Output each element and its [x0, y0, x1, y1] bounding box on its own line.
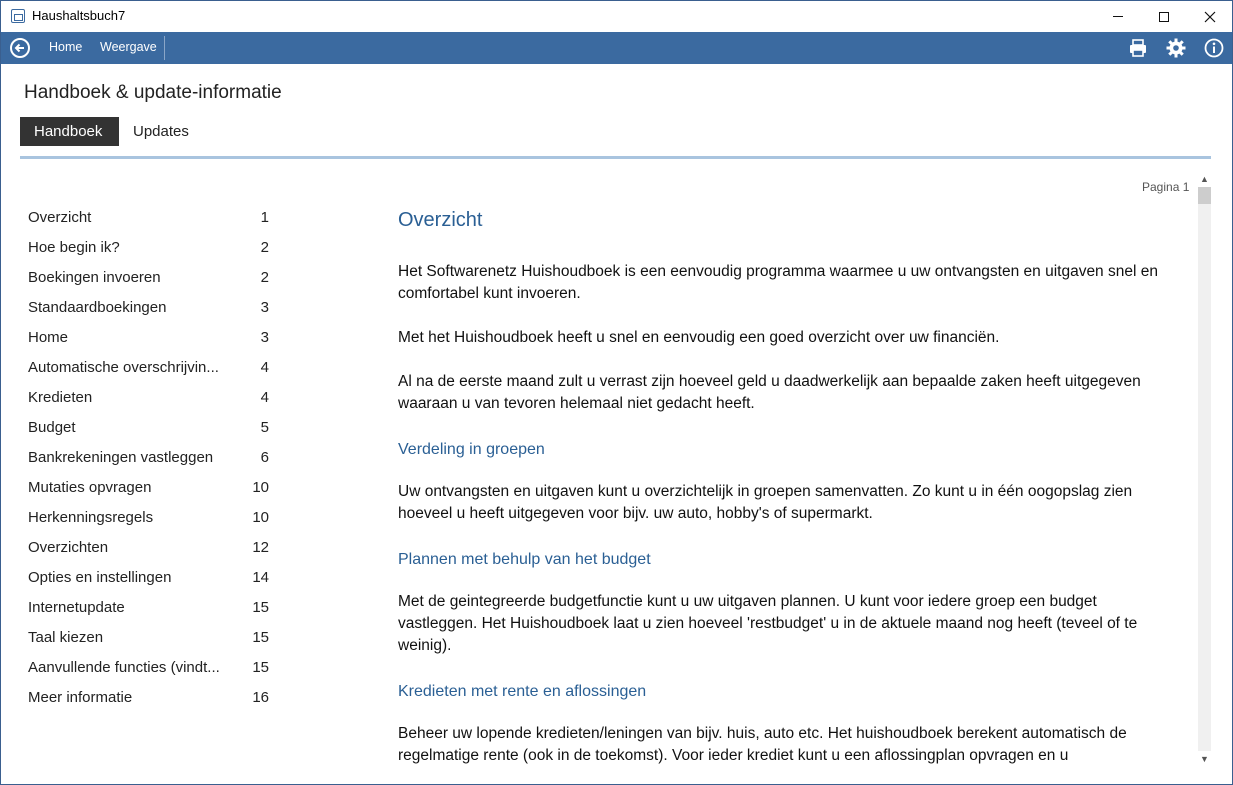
toc-item-internetupdate[interactable]: [28, 593, 273, 623]
toc-item-page: 10: [252, 479, 269, 496]
toc-item-label: Taal kiezen: [28, 629, 104, 646]
back-arrow-icon: [14, 42, 26, 54]
view-menu-item[interactable]: Weergave: [100, 40, 157, 54]
scroll-track[interactable]: [1198, 187, 1211, 751]
toc-item-label: Automatische overschrijvin...: [28, 359, 219, 376]
page-title: Handboek & update-informatie: [24, 82, 282, 103]
toc-item-label: Mutaties opvragen: [28, 479, 152, 496]
tab-underline: [20, 156, 1211, 159]
back-button[interactable]: [10, 38, 30, 58]
toc-item-mutaties-opvragen[interactable]: [28, 473, 273, 503]
toc-item-label: Internetupdate: [28, 599, 125, 616]
toc-item-label: Herkenningsregels: [28, 509, 154, 526]
title-bar: [1, 1, 1232, 32]
paragraph: Beheer uw lopende kredieten/leningen van bijv. huis, auto etc. Het huishoudboek berekent automatisch de regelmatige rente (ook in de toekomst). Voor ieder krediet kunt u een aflossingplan opvragen en u: [398, 725, 1127, 764]
toc-item-overzichten[interactable]: [28, 533, 273, 563]
gear-icon: [1166, 38, 1186, 58]
chevron-up-icon: ▲: [1200, 174, 1209, 184]
toc-item-page: 3: [260, 329, 269, 346]
toc-item-taal-kiezen[interactable]: [28, 623, 273, 653]
scroll-up-button[interactable]: [1196, 171, 1213, 187]
subsection-heading: Verdeling in groepen: [398, 441, 545, 458]
toolbar: [1, 32, 1232, 64]
paragraph: Met het Huishoudboek heeft u snel en eenvoudig een goed overzicht over uw financiën.: [398, 329, 1000, 346]
toc-item-page: 2: [260, 239, 269, 256]
toc-item-meer-informatie[interactable]: [28, 683, 273, 713]
toc-item-aanvullende-functies[interactable]: [28, 653, 273, 683]
window-title: Haushaltsbuch7: [32, 8, 126, 23]
toc-item-standaardboekingen[interactable]: [28, 293, 273, 323]
toc-item-page: 14: [252, 569, 269, 586]
toc-item-label: Hoe begin ik?: [28, 239, 120, 256]
maximize-button[interactable]: [1141, 1, 1187, 32]
toc-item-page: 15: [252, 599, 269, 616]
paragraph: Uw ontvangsten en uitgaven kunt u overzichtelijk in groepen samenvatten. Zo kunt u in één oogopslag zien hoeveel u heeft uitgegeven voor bijv. uw auto, hobby's of supermarkt.: [398, 483, 1133, 522]
toc-item-label: Overzicht: [28, 209, 92, 226]
paragraph: Al na de eerste maand zult u verrast zijn hoeveel geld u daadwerkelijk aan bepaalde zaken heeft uitgegeven waaraan u van tevoren helemaal niet gedacht heeft.: [398, 373, 1141, 412]
toc-item-page: 10: [252, 509, 269, 526]
paragraph: Het Softwarenetz Huishoudboek is een eenvoudig programma waarmee u uw ontvangsten en uitgaven snel en comfortabel kunt invoeren.: [398, 263, 1158, 302]
page-indicator: Pagina 1: [1142, 180, 1190, 194]
chevron-down-icon: ▼: [1200, 754, 1209, 764]
toc-item-budget[interactable]: [28, 413, 273, 443]
table-of-contents: [28, 203, 273, 713]
toc-item-page: 1: [260, 209, 269, 226]
toc-item-automatische-overschrijvingen[interactable]: [28, 353, 273, 383]
toc-item-opties-en-instellingen[interactable]: [28, 563, 273, 593]
toc-item-hoe-begin-ik[interactable]: [28, 233, 273, 263]
toc-item-label: Home: [28, 329, 69, 346]
toc-item-herkenningsregels[interactable]: [28, 503, 273, 533]
toc-item-page: 4: [260, 359, 269, 376]
paragraph: Met de geintegreerde budgetfunctie kunt u uw uitgaven plannen. U kunt voor iedere groep een budget vastleggen. Het Huishoudboek laat u zien hoeveel 'restbudget' u in de aktuele maand nog heeft (teveel of te weinig).: [398, 593, 1138, 654]
printer-icon: [1128, 38, 1148, 58]
toc-item-boekingen-invoeren[interactable]: [28, 263, 273, 293]
toc-item-kredieten[interactable]: [28, 383, 273, 413]
toolbar-divider: [164, 36, 165, 60]
subsection-heading: Kredieten met rente en aflossingen: [398, 683, 647, 700]
maximize-icon: [1159, 12, 1169, 22]
toc-item-page: 3: [260, 299, 269, 316]
toc-item-page: 12: [252, 539, 269, 556]
toc-item-page: 4: [260, 389, 269, 406]
toc-item-page: 15: [252, 629, 269, 646]
minimize-icon: [1113, 16, 1123, 17]
toc-item-label: Meer informatie: [28, 689, 133, 706]
print-button[interactable]: [1128, 38, 1148, 58]
section-heading: Overzicht: [398, 209, 483, 231]
toc-item-page: 6: [260, 449, 269, 466]
toc-item-overzicht[interactable]: [28, 203, 273, 233]
toc-item-bankrekeningen[interactable]: [28, 443, 273, 473]
toc-item-label: Boekingen invoeren: [28, 269, 161, 286]
toc-item-label: Budget: [28, 419, 76, 436]
toc-item-label: Opties en instellingen: [28, 569, 172, 586]
close-button[interactable]: [1187, 1, 1233, 32]
toc-item-label: Aanvullende functies (vindt...: [28, 659, 220, 676]
info-icon: [1204, 38, 1224, 58]
toc-item-page: 2: [260, 269, 269, 286]
app-logo-icon: [11, 9, 25, 23]
toc-item-page: 15: [252, 659, 269, 676]
toc-item-page: 16: [252, 689, 269, 706]
home-menu-item[interactable]: Home: [49, 40, 83, 54]
info-button[interactable]: [1204, 38, 1224, 58]
settings-button[interactable]: [1166, 38, 1186, 58]
subsection-heading: Plannen met behulp van het budget: [398, 551, 651, 568]
content-scrollbar[interactable]: [1196, 171, 1213, 767]
toc-item-label: Overzichten: [28, 539, 109, 556]
scroll-down-button[interactable]: [1196, 751, 1213, 767]
toc-item-label: Kredieten: [28, 389, 93, 406]
toc-item-label: Bankrekeningen vastleggen: [28, 449, 214, 466]
toc-item-label: Standaardboekingen: [28, 299, 167, 316]
tab-handboek[interactable]: Handboek: [20, 117, 119, 146]
manual-content: [398, 206, 1158, 766]
toc-item-page: 5: [260, 419, 269, 436]
close-icon: [1204, 11, 1216, 23]
toc-item-home[interactable]: [28, 323, 273, 353]
tab-updates[interactable]: Updates: [133, 123, 189, 140]
scroll-thumb[interactable]: [1198, 187, 1211, 204]
minimize-button[interactable]: [1095, 1, 1141, 32]
